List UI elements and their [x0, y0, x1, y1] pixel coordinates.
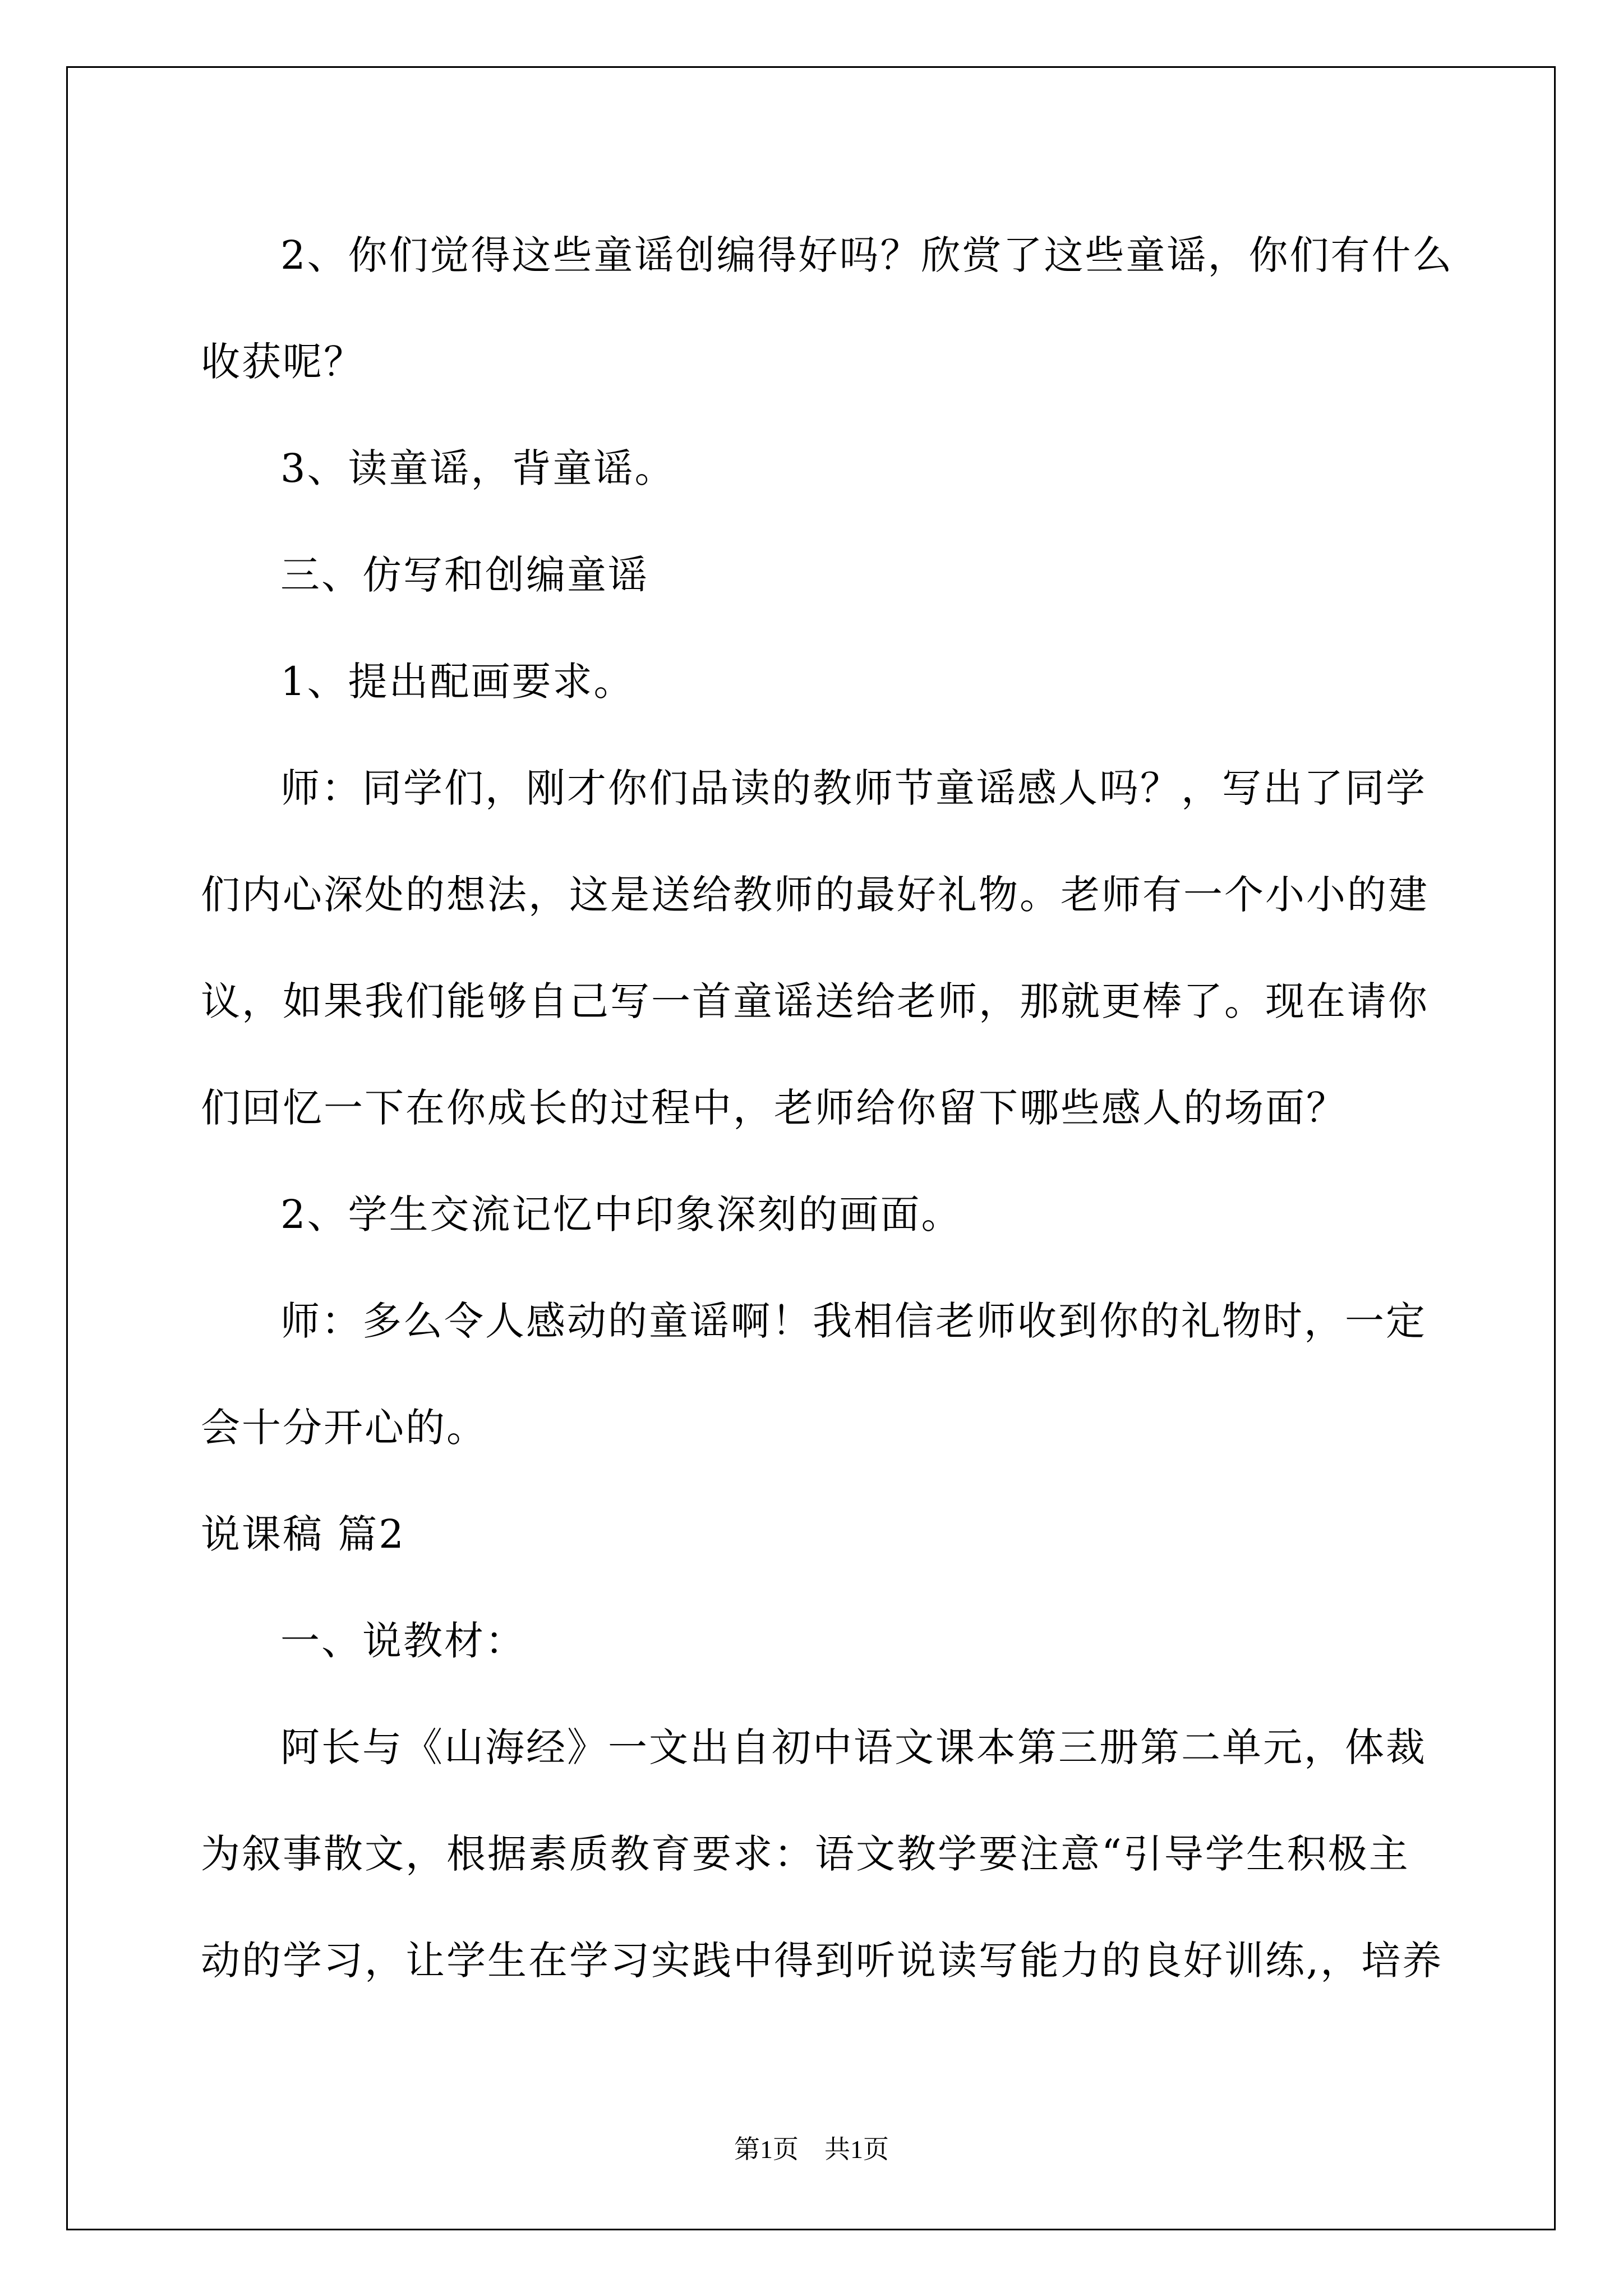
paragraph-line: 议，如果我们能够自己写一首童谣送给老师，那就更棒了。现在请你: [201, 978, 1429, 1024]
paragraph-line: 会十分开心的。: [201, 1405, 487, 1451]
paragraph-line: 2、学生交流记忆中印象深刻的画面。: [280, 1191, 962, 1237]
section-heading: 一、说教材：: [280, 1618, 526, 1664]
page-footer: 第1页 共1页: [734, 2135, 889, 2164]
paragraph-line: 收获呢？: [201, 339, 365, 385]
paragraph-line: 动的学习，让学生在学习实践中得到听说读写能力的良好训练,，培养: [201, 1938, 1444, 1984]
paragraph-line: 师：多么令人感动的童谣啊！我相信老师收到你的礼物时，一定: [280, 1298, 1427, 1344]
paragraph-line: 1、提出配画要求。: [280, 659, 635, 705]
paragraph-line: 们内心深处的想法，这是送给教师的最好礼物。老师有一个小小的建: [201, 872, 1429, 918]
article-title: 说课稿 篇2: [201, 1511, 405, 1557]
paragraph-line: 阿长与《山海经》一文出自初中语文课本第三册第二单元，体裁: [280, 1724, 1427, 1770]
paragraph-line: 们回忆一下在你成长的过程中，老师给你留下哪些感人的场面？: [201, 1085, 1347, 1131]
section-heading: 三、仿写和创编童谣: [280, 552, 649, 598]
page-border: [66, 66, 1556, 2230]
paragraph-line: 3、读童谣，背童谣。: [280, 445, 676, 491]
paragraph-line: 为叙事散文，根据素质教育要求：语文教学要注意“引导学生积极主: [201, 1831, 1410, 1877]
paragraph-line: 2、你们觉得这些童谣创编得好吗？欣赏了这些童谣，你们有什么: [280, 232, 1454, 278]
paragraph-line: 师：同学们，刚才你们品读的教师节童谣感人吗？，写出了同学: [280, 765, 1427, 811]
